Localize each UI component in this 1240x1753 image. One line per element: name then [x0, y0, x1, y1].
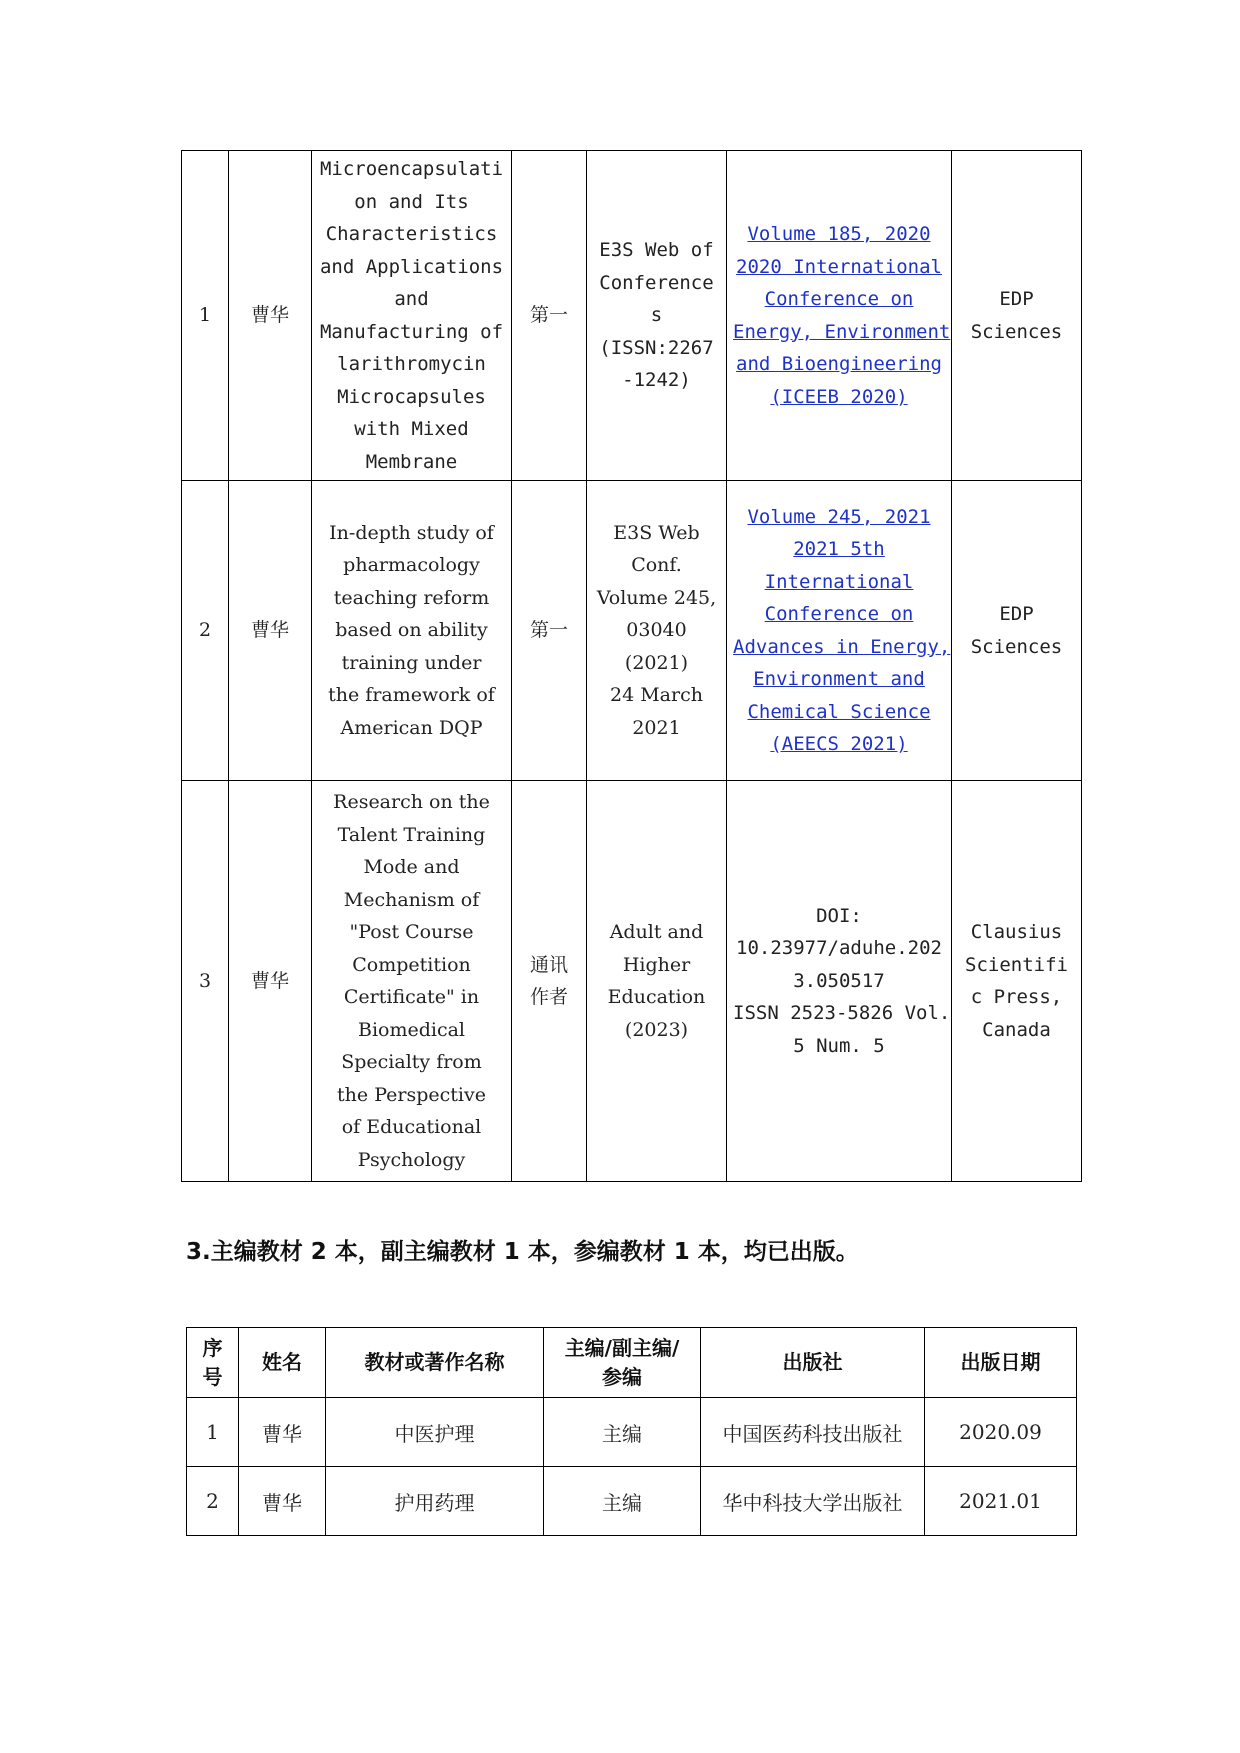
volume-link-line[interactable]: Advances in Energy,	[733, 635, 951, 658]
paper-role-line: 通讯	[529, 953, 568, 976]
volume-link-line[interactable]: Chemical Science	[747, 700, 931, 723]
volume-link-line[interactable]: Environment and	[753, 668, 925, 690]
paper-title-line: the framework of	[328, 684, 495, 707]
paper-author-role: 第一	[512, 481, 587, 781]
paper-title-line: Mechanism of	[343, 888, 480, 911]
header-index-line: 序	[202, 1335, 223, 1360]
paper-author: 曹华	[229, 781, 312, 1182]
book-role: 主编	[544, 1467, 701, 1536]
header-publisher: 出版社	[701, 1328, 925, 1398]
paper-journal-line: 03040	[626, 619, 687, 642]
header-role-line: 参编	[602, 1364, 642, 1389]
book-title: 护用药理	[326, 1467, 544, 1536]
header-role-line: 主编/副主编/	[564, 1335, 680, 1360]
paper-journal	[587, 151, 727, 481]
doi-line: DOI:	[816, 904, 862, 927]
paper-title	[312, 481, 512, 781]
paper-publisher	[952, 781, 1082, 1182]
header-name: 姓名	[239, 1328, 326, 1398]
paper-title-line: of Educational	[341, 1116, 482, 1138]
paper-title-line: Microcapsules	[337, 385, 486, 408]
section-heading: 3.主编教材 2 本，副主编教材 1 本，参编教材 1 本，均已出版。	[186, 1239, 859, 1265]
paper-title-line: teaching reform	[333, 586, 490, 609]
paper-publisher-line: Sciences	[970, 635, 1063, 658]
paper-journal-line: Education	[607, 986, 706, 1008]
book-index: 2	[187, 1467, 239, 1536]
paper-title-line: "Post Course	[349, 921, 474, 943]
volume-link-line[interactable]: (ICEEB 2020)	[770, 385, 908, 408]
table-row	[187, 1398, 1077, 1467]
paper-journal-line: 2021	[632, 716, 681, 739]
paper-title-line: and	[394, 288, 429, 310]
paper-title-line: Mode and	[363, 856, 460, 878]
book-author: 曹华	[239, 1467, 326, 1536]
paper-title	[312, 781, 512, 1182]
book-title: 中医护理	[326, 1398, 544, 1467]
paper-journal-line: Higher	[622, 953, 691, 976]
paper-journal	[587, 481, 727, 781]
papers-table	[181, 150, 1082, 1182]
paper-author: 曹华	[229, 481, 312, 781]
paper-publisher-line: Scientifi	[965, 953, 1068, 976]
header-role	[544, 1328, 701, 1398]
book-author: 曹华	[239, 1398, 326, 1467]
header-index	[187, 1328, 239, 1398]
volume-link-line[interactable]: 2020 International	[736, 255, 942, 278]
paper-title-line: Biomedical	[357, 1018, 466, 1041]
paper-title-line: Research on the	[333, 791, 490, 813]
book-publisher: 华中科技大学出版社	[701, 1467, 925, 1536]
paper-index: 1	[182, 151, 229, 481]
volume-link-line[interactable]: Conference on	[764, 603, 914, 625]
paper-title-line: with Mixed	[354, 418, 469, 440]
paper-title-line: Certificate" in	[343, 986, 480, 1008]
book-publisher: 中国医药科技出版社	[701, 1398, 925, 1467]
paper-row	[182, 781, 1082, 1182]
table-row	[187, 1467, 1077, 1536]
volume-link-line[interactable]: Energy, Environment	[733, 320, 951, 343]
volume-link-line[interactable]: International	[764, 570, 914, 593]
paper-title	[312, 151, 512, 481]
paper-title-line: Specialty from	[341, 1051, 482, 1073]
paper-journal-line: 24 March	[610, 684, 703, 707]
paper-publisher-line: c Press,	[970, 986, 1063, 1008]
doi-line: 3.050517	[793, 969, 885, 992]
paper-journal	[587, 781, 727, 1182]
paper-journal-line: s	[650, 304, 663, 327]
paper-journal-line: (2023)	[624, 1018, 689, 1041]
paper-author: 曹华	[229, 151, 312, 481]
header-index-line: 号	[202, 1364, 223, 1389]
paper-journal-line: Volume 245,	[596, 586, 717, 609]
volume-link-line[interactable]: and Bioengineering	[736, 353, 942, 375]
doi-line: ISSN 2523-5826 Vol.	[733, 1002, 951, 1025]
paper-publisher-line: Canada	[982, 1018, 1051, 1041]
paper-row	[182, 151, 1082, 481]
paper-publisher-line: EDP	[999, 288, 1034, 310]
paper-doi	[727, 781, 952, 1182]
textbooks-table	[186, 1327, 1077, 1536]
book-date: 2021.01	[925, 1467, 1077, 1536]
paper-title-line: Manufacturing of	[319, 320, 504, 343]
paper-title-line: Microencapsulati	[319, 158, 504, 180]
book-date: 2020.09	[925, 1398, 1077, 1467]
paper-title-line: based on ability	[335, 619, 488, 642]
paper-publisher-line: Clausius	[970, 921, 1063, 943]
paper-publisher	[952, 481, 1082, 781]
volume-link-line[interactable]: Volume 245, 2021	[747, 505, 931, 528]
paper-publisher-line: EDP	[999, 603, 1034, 625]
table-header-row	[187, 1328, 1077, 1398]
book-role: 主编	[544, 1398, 701, 1467]
doi-line: 5 Num. 5	[793, 1034, 885, 1057]
book-index: 1	[187, 1398, 239, 1467]
paper-journal-line: Conf.	[631, 554, 682, 577]
paper-title-line: American DQP	[340, 716, 483, 739]
paper-index: 3	[182, 781, 229, 1182]
paper-title-line: larithromycin	[337, 353, 486, 375]
volume-link-line[interactable]: Volume 185, 2020	[747, 223, 931, 245]
paper-row	[182, 481, 1082, 781]
paper-title-line: training under	[341, 651, 482, 674]
paper-title-line: Psychology	[357, 1148, 466, 1171]
paper-title-line: the Perspective	[337, 1083, 486, 1106]
paper-journal-line: E3S Web	[613, 521, 700, 544]
paper-title-line: and Applications	[319, 255, 504, 278]
paper-title-line: In-depth study of	[329, 521, 494, 544]
paper-volume-link[interactable]	[727, 151, 952, 481]
paper-index: 2	[182, 481, 229, 781]
paper-title-line: Membrane	[365, 450, 458, 473]
paper-title-line: Competition	[352, 953, 471, 976]
header-date: 出版日期	[925, 1328, 1077, 1398]
paper-publisher-line: Sciences	[970, 320, 1063, 343]
paper-publisher	[952, 151, 1082, 481]
doi-line: 10.23977/aduhe.202	[736, 937, 942, 960]
paper-journal-line: (2021)	[624, 651, 689, 674]
paper-title-line: pharmacology	[343, 554, 480, 577]
paper-title-line: on and Its	[354, 190, 469, 213]
header-title: 教材或著作名称	[326, 1328, 544, 1398]
volume-link-line[interactable]: Conference on	[764, 288, 914, 310]
paper-title-line: Talent Training	[337, 823, 486, 846]
paper-journal-line: E3S Web of	[599, 239, 714, 262]
paper-author-role: 第一	[512, 151, 587, 481]
paper-author-role	[512, 781, 587, 1182]
volume-link-line[interactable]: (AEECS 2021)	[770, 733, 908, 755]
volume-link-line[interactable]: 2021 5th	[793, 538, 885, 560]
paper-journal-line: -1242)	[622, 369, 691, 392]
paper-volume-link[interactable]	[727, 481, 952, 781]
paper-journal-line: Conference	[599, 271, 714, 294]
paper-title-line: Characteristics	[325, 223, 498, 245]
paper-journal-line: Adult and	[609, 921, 704, 943]
paper-journal-line: (ISSN:2267	[599, 336, 714, 359]
paper-role-line: 作者	[529, 986, 568, 1008]
